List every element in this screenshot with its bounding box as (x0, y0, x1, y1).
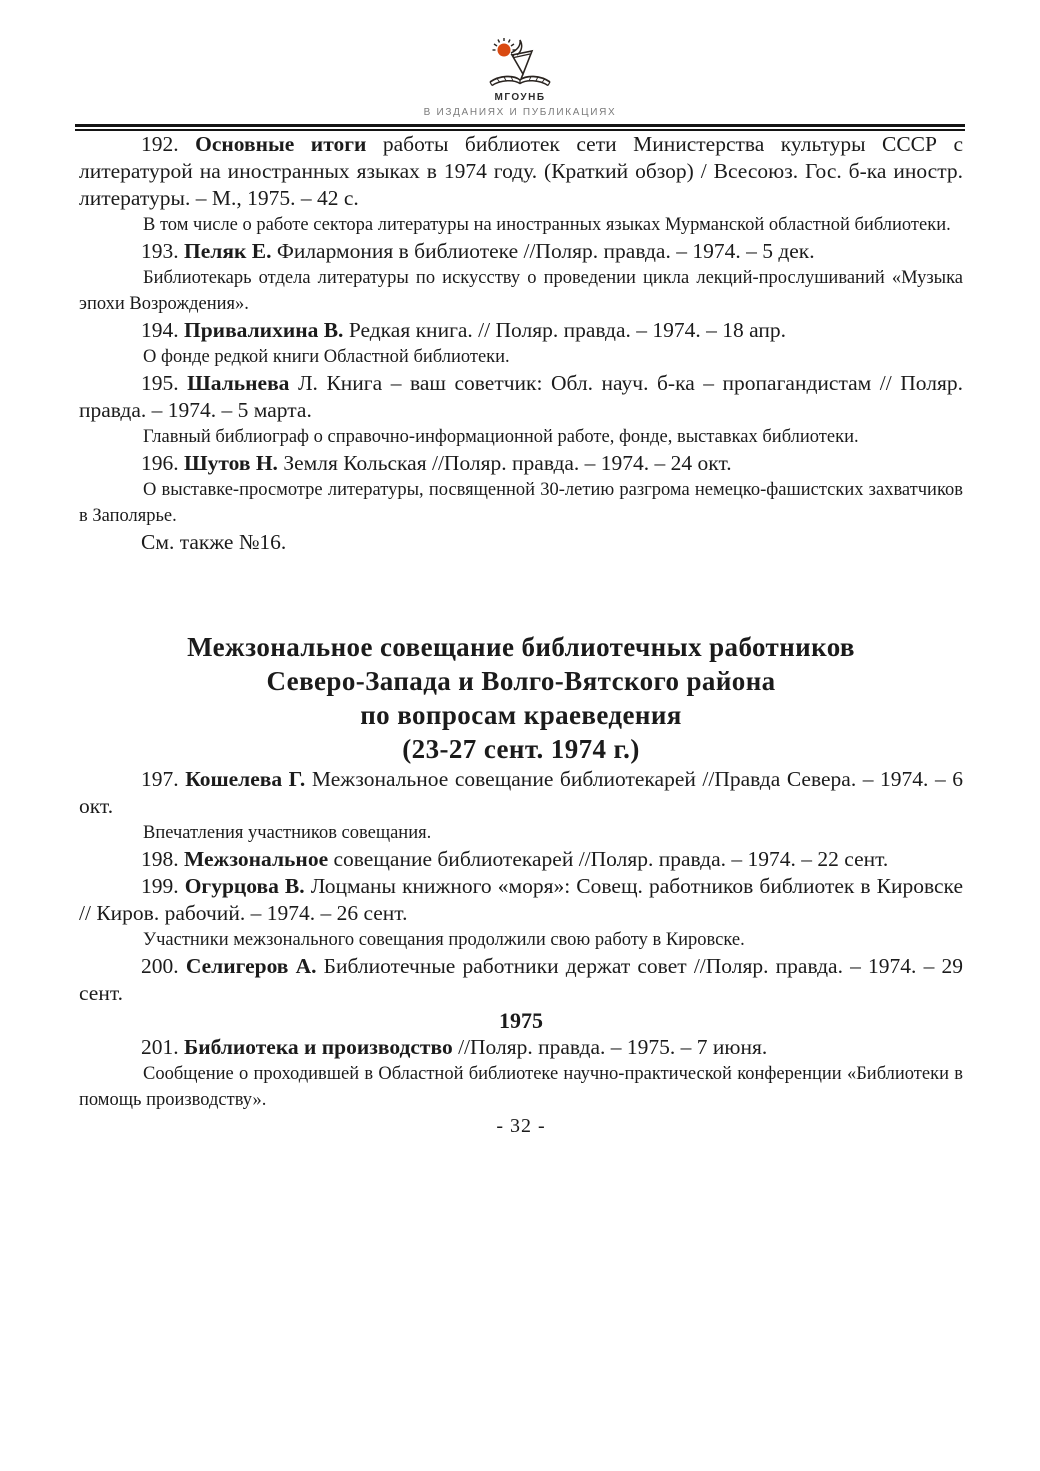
entry-text: Земля Кольская //Поляр. правда. – 1974. – 24 окт. (283, 451, 732, 475)
org-subtitle: В ИЗДАНИЯХ И ПУБЛИКАЦИЯХ (423, 107, 617, 118)
entry-annotation-199: Участники межзонального совещания продолжили свою работу в Кировске. (143, 930, 745, 950)
section-heading-line1: Межзональное совещание библиотечных работников (187, 632, 855, 662)
entry-text: Лоцманы книжного «моря»: Совещ. работников библиотек в Кировске // Киров. рабочий. – 1974. – 26 сент. (79, 874, 963, 925)
entry-author: Привалихина В. (184, 318, 344, 342)
entry-text: совещание библиотекарей //Поляр. правда. – 1974. – 22 сент. (333, 847, 889, 871)
entry-author: Пеляк Е. (184, 239, 272, 263)
bib-entry-200 (79, 953, 963, 1007)
entry-number: 196. (141, 451, 179, 475)
page-header (0, 0, 1040, 118)
entry-annotation-196: О выставке-просмотре литературы, посвященной 30-летию разгрома немецко-фашистских захватчиков в Заполярье. (79, 480, 963, 526)
library-emblem-icon (487, 36, 553, 90)
entry-text: Л. Книга – ваш советчик: Обл. науч. б-ка – пропагандистам // Поляр. правда. – 1974. – 5 марта. (79, 371, 963, 422)
entry-author: Кошелева Г. (185, 767, 306, 791)
entry-annotation-195: Главный библиограф о справочно-информационной работе, фонде, выставках библиотеки. (143, 427, 859, 447)
entry-annotation-197: Впечатления участников совещания. (143, 823, 432, 843)
entry-annotation-193: Библиотекарь отдела литературы по искусству о проведении цикла лекций-прослушиваний «Музыка эпохи Возрождения». (79, 268, 963, 314)
entry-number: 198. (141, 847, 179, 871)
entry-number: 195. (141, 371, 179, 395)
entry-number: 199. (141, 874, 179, 898)
bib-entry-199 (79, 873, 963, 927)
entry-title-lead: Основные итоги (195, 132, 367, 156)
bib-entry-197 (79, 766, 963, 820)
bib-entry-198 (79, 846, 963, 873)
bib-entry-201 (79, 1034, 963, 1061)
section-heading-line3: по вопросам краеведения (360, 700, 682, 730)
header-divider (75, 124, 965, 131)
entry-text: //Поляр. правда. – 1975. – 7 июня. (458, 1035, 768, 1059)
entry-author: Селигеров А. (185, 954, 317, 978)
section-heading-line4: (23-27 сент. 1974 г.) (402, 734, 640, 764)
entry-title-lead: Библиотека и производство (184, 1035, 453, 1059)
see-also-note: См. также №16. (141, 530, 287, 554)
entry-author: Шутов Н. (184, 451, 278, 475)
entry-title-lead: Межзональное (184, 847, 329, 871)
entry-annotation-194: О фонде редкой книги Областной библиотеки. (143, 347, 510, 367)
entry-number: 194. (141, 318, 179, 342)
entry-number: 193. (141, 239, 179, 263)
entry-number: 197. (141, 767, 179, 791)
entry-number: 200. (141, 954, 179, 978)
entry-annotation-192: В том числе о работе сектора литературы на иностранных языках Мурманской областной библиотеки. (143, 215, 951, 235)
entry-text: Филармония в библиотеке //Поляр. правда. – 1974. – 5 дек. (276, 239, 815, 263)
org-abbreviation: МГОУНБ (494, 92, 546, 103)
entry-text: Библиотечные работники держат совет //Поляр. правда. – 1974. – 29 сент. (79, 954, 964, 1005)
year-heading: 1975 (499, 1008, 543, 1033)
bib-entry-193 (79, 238, 963, 265)
bib-entry-194 (79, 317, 963, 344)
entry-text: Редкая книга. // Поляр. правда. – 1974. – 18 апр. (348, 318, 787, 342)
section-heading (79, 630, 963, 766)
bib-entry-196 (79, 450, 963, 477)
bib-entry-195 (79, 370, 963, 424)
entry-author: Огурцова В. (184, 874, 305, 898)
entry-annotation-201: Сообщение о проходившей в Областной библиотеке научно-практической конференции «Библиотеки в помощь производству». (79, 1064, 963, 1110)
entry-author: Шальнева (187, 371, 290, 395)
bib-entry-192 (79, 131, 963, 212)
entry-text: работы библиотек сети Министерства культуры СССР с литературой на иностранных языках в 1974 году. (Краткий обзор) / Всесоюз. Гос. б-ка иностр. литературы. – М., 1975. – 42 с. (79, 132, 964, 210)
bibliography-content (0, 131, 1040, 1140)
entry-number: 201. (141, 1035, 179, 1059)
page-number: - 32 - (496, 1115, 546, 1137)
entry-number: 192. (141, 132, 179, 156)
entry-text: Межзональное совещание библиотекарей //Правда Севера. – 1974. – 6 окт. (79, 767, 964, 818)
section-heading-line2: Северо-Запада и Волго-Вятского района (266, 666, 776, 696)
